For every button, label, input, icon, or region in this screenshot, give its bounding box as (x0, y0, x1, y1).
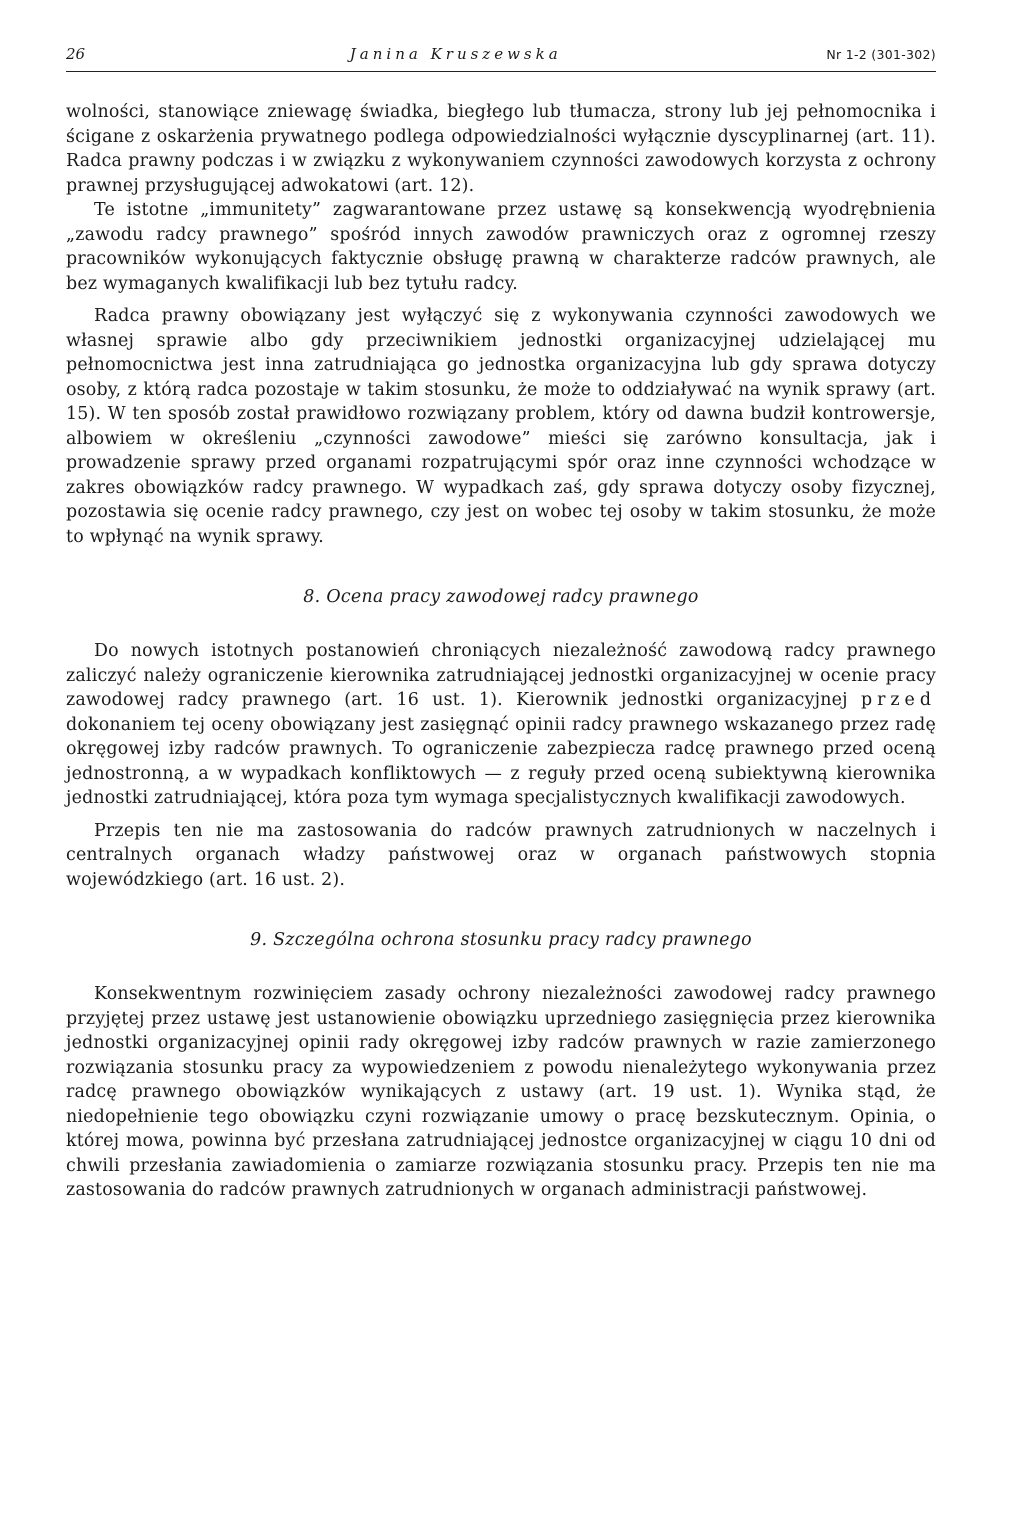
section-heading-9: 9. Szczególna ochrona stosunku pracy radcy prawnego (250, 930, 752, 950)
paragraph-continued: wolności, stanowiące zniewagę świadka, biegłego lub tłumacza, strony lub jej pełnomocnika i ścigane z oskarżenia prywatnego podlega odpowiedzialności wyłącznie dyscyplinarnej (art. 11). Radca prawny podczas i w związku z wykonywaniem czynności zawodowych korzysta z ochrony prawnej przysługującej adwokatowi (art. 12). (66, 102, 936, 196)
journal-page (66, 44, 936, 1203)
section-8-paragraph-2: Przepis ten nie ma zastosowania do radców prawnych zatrudnionych w naczelnych i centralnych organach władzy państwowej oraz w organach państwowych stopnia wojewódzkiego (art. 16 ust. 2). (66, 820, 936, 890)
section-heading-8: 8. Ocena pracy zawodowej radcy prawnego (303, 587, 699, 607)
paragraph-immunities: Te istotne „immunitety” zagwarantowane przez ustawę są konsekwencją wyodrębnienia „zawodu radcy prawnego” spośród innych zawodów prawniczych oraz z ogromnej rzeszy pracowników wykonujących faktycznie obsługę prawną w charakterze radców prawnych, ale bez wymaganych kwalifikacji lub bez tytułu radcy. (66, 200, 936, 294)
page-number: 26 (66, 45, 86, 63)
spaced-word: przed (860, 690, 936, 710)
section-8-paragraph-1-start: Do nowych istotnych postanowień chroniących niezależność zawodową radcy prawnego zaliczyć należy ograniczenie kierownika zatrudniającej jednostki organizacyjnej w ocenie pracy zawodowej radcy prawnego (art. 16 ust. 1). Kierownik jednostki organizacyjnej (66, 641, 936, 710)
section-8-paragraph-1-end: dokonaniem tej oceny obowiązany jest zasięgnąć opinii radcy prawnego wskazanego przez radę okręgowej izby radców prawnych. To ograniczenie zabezpiecza radcę prawnego przed oceną jednostronną, a w wypadkach konfliktowych — z reguły przed oceną subiektywną kierownika jednostki zatrudniającej, która poza tym wymaga specjalistycznych kwalifikacji zawodowych. (66, 714, 936, 808)
paragraph-exclusion: Radca prawny obowiązany jest wyłączyć się z wykonywania czynności zawodowych we własnej sprawie albo gdy przeciwnikiem jednostki organizacyjnej udzielającej mu pełnomocnictwa jest inna zatrudniająca go jednostka organizacyjna lub gdy sprawa dotyczy osoby, z którą radca pozostaje w takim stosunku, że może to oddziaływać na wynik sprawy (art. 15). W ten sposób został prawidłowo rozwiązany problem, który od dawna budził kontrowersje, albowiem w określeniu „czynności zawodowe” mieści się zarówno konsultacja, jak i prowadzenie sprawy przed organami rozpatrującymi spór oraz inne czynności wchodzące w zakres obowiązków radcy prawnego. W wypadkach zaś, gdy sprawa dotyczy osoby fizycznej, pozostawia się ocenie radcy prawnego, czy jest on wobec tej osoby w takim stosunku, że może to wpłynąć na wynik sprawy. (66, 306, 936, 547)
running-header (66, 44, 936, 72)
section-8-paragraph-1 (66, 639, 936, 811)
issue-number: Nr 1-2 (301-302) (826, 47, 936, 62)
section-9-paragraph-1: Konsekwentnym rozwinięciem zasady ochrony niezależności zawodowej radcy prawnego przyjętej przez ustawę jest ustanowienie obowiązku uprzedniego zasięgnięcia przez kierownika jednostki organizacyjnej opinii rady okręgowej izby radców prawnych w razie zamierzonego rozwiązania stosunku pracy za wypowiedzeniem z powodu nienależytego wykonywania przez radcę prawnego obowiązków wynikających z ustawy (art. 19 ust. 1). Wynika stąd, że niedopełnienie tego obowiązku czyni rozwiązanie umowy o pracę bezskutecznym. Opinia, o której mowa, powinna być przesłana zatrudniającej jednostce organizacyjnej w ciągu 10 dni od chwili przesłania zawiadomienia o zamiarze rozwiązania stosunku pracy. Przepis ten nie ma zastosowania do radców prawnych zatrudnionych w organach administracji państwowej. (66, 984, 936, 1200)
author-name: Janina Kruszewska (349, 45, 562, 63)
